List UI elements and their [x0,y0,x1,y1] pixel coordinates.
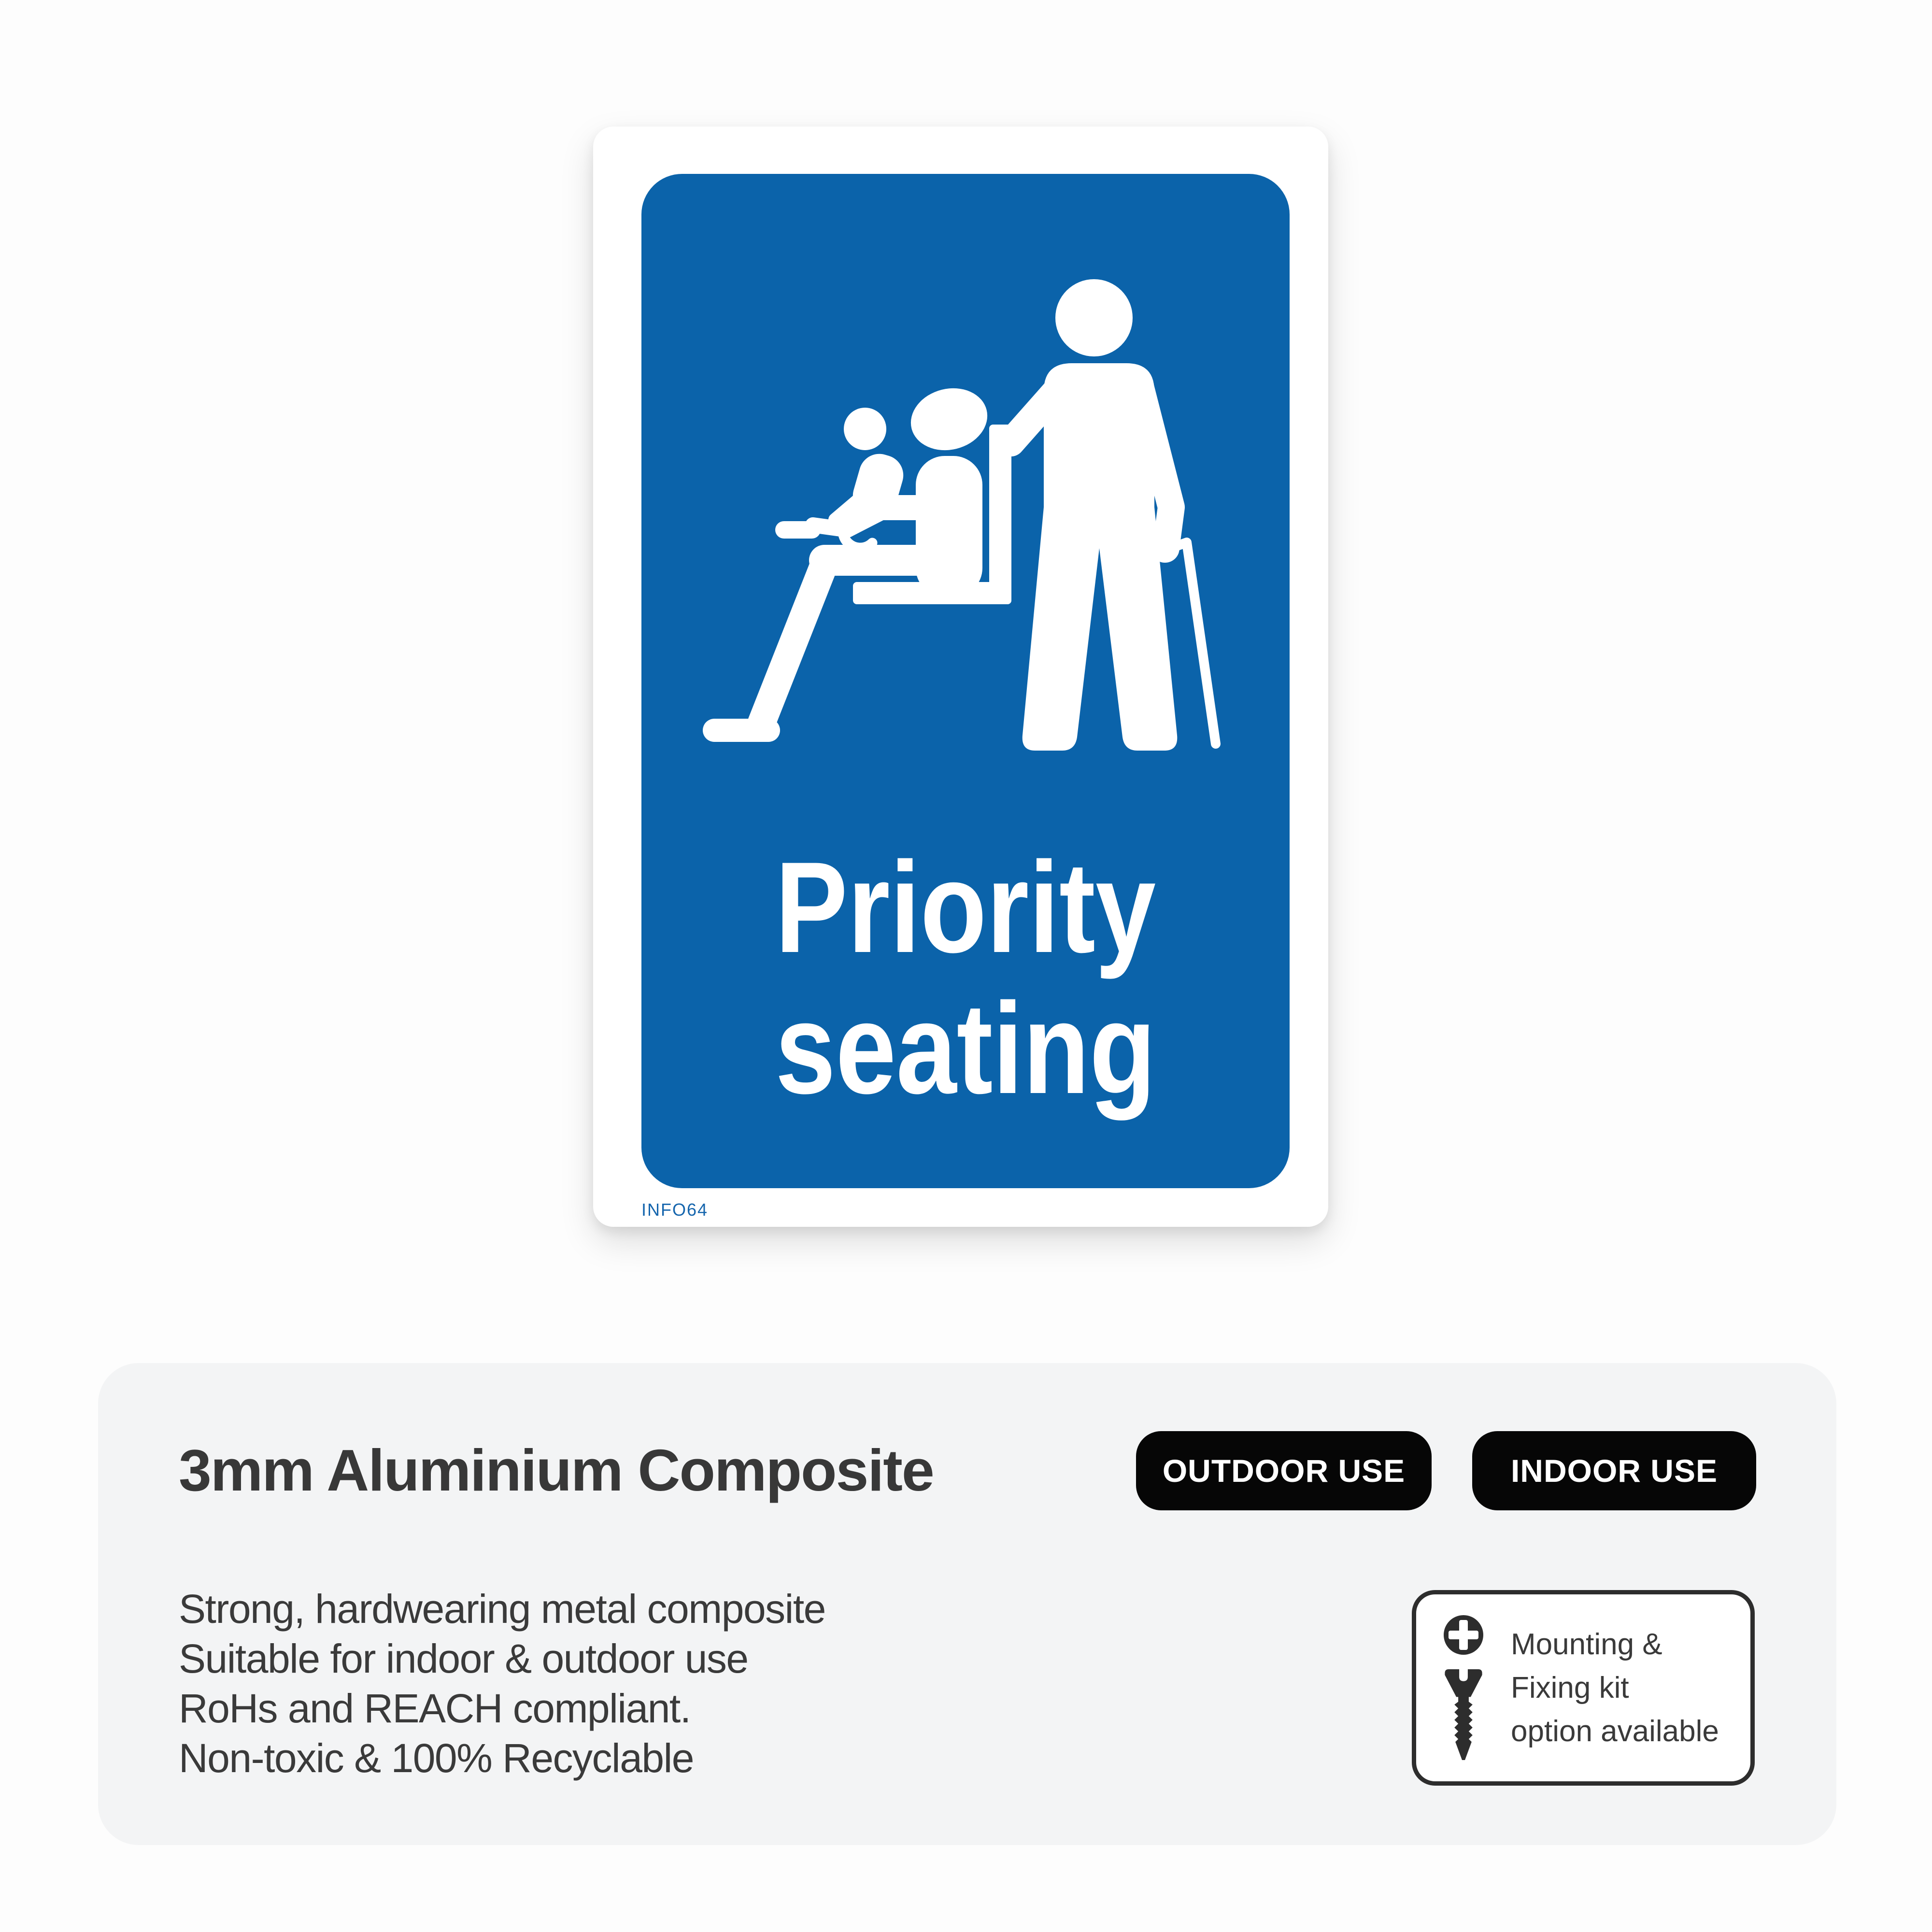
fixing-kit-line: option available [1511,1714,1719,1748]
description-line: Suitable for indoor & outdoor use [179,1636,748,1681]
sign-blue-panel [641,174,1290,1188]
description-line: Strong, hardwearing metal composite [179,1586,825,1632]
sign-title [693,837,1237,1119]
details-panel [98,1363,1836,1845]
sign-plate [593,127,1328,1227]
product-code: INFO64 [641,1200,709,1220]
fixing-kit-line: Mounting & [1511,1627,1662,1661]
material-heading: 3mm Aluminium Composite [179,1437,934,1503]
sign-title-line2: seating [775,976,1156,1121]
standing-person-figure [1011,279,1216,751]
sign-title-line1: Priority [775,835,1156,980]
fixing-kit-line: Fixing kit [1511,1671,1629,1705]
description-line: RoHs and REACH compliant. [179,1686,691,1731]
fixing-kit-icons [1440,1614,1487,1762]
fixing-kit-card [1412,1590,1755,1786]
description-line: Non-toxic & 100% Recyclable [179,1735,694,1781]
fixing-kit-text [1511,1623,1719,1753]
child-figure [784,408,908,530]
walking-stick-icon [1169,542,1216,744]
outdoor-use-badge: OUTDOOR USE [1136,1431,1432,1510]
phillips-screw-head-icon [1443,1614,1484,1656]
indoor-use-badge: INDOOR USE [1472,1431,1756,1510]
screw-icon [1441,1666,1486,1762]
material-description [179,1584,825,1783]
